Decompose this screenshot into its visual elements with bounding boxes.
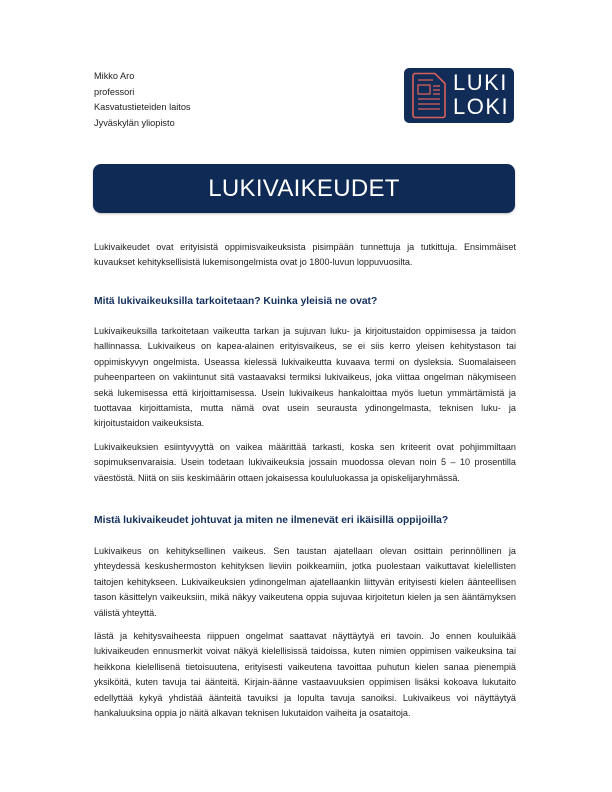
document-icon: [411, 72, 447, 119]
intro-paragraph: Lukivaikeudet ovat erityisistä oppimisvaikeuksista pisimpään tunnettuja ja tutkittuja. Ensimmäiset kuvaukset kehityksellisistä lukemisongelmista ovat jo 1800-luvun loppuvuosilta.: [94, 242, 516, 268]
section-2: [94, 515, 516, 526]
section-paragraph: Lukivaikeus on kehityksellinen vaikeus. Sen taustan ajatellaan olevan osittain perinnöllinen ja yhteydessä keskushermoston kehityksen lieviin poikkeamiin, jotka puolestaan vaikuttavat kielellisten taitojen kehitykseen. Lukivaikeuksien ydinongelman ajatellaankin liittyvän erityisesti kielen äänteellisen tason käsittelyn vaikeuksiin, mikä näkyy vaikeutena oppia sujuvaa kirjoitetun kielen ja sen ääntämyksen välistä yhteyttä.: [94, 546, 516, 618]
section-1: [94, 296, 516, 307]
logo-line-1: LUKI: [453, 70, 508, 95]
section-paragraph: Lukivaikeuksilla tarkoitetaan vaikeutta tarkan ja sujuvan luku- ja kirjoitustaidon oppimisessa ja taidon hallinnassa. Lukivaikeus on kapea-alainen erityisvaikeus, se ei siis kerro yleisen kehitystason tai oppimiskyvyn ongelmista. Useassa kielessä lukivaikeutta kuvaava termi on dysleksia. Suomalaiseen puheenparteen on vakiintunut sitä vastaavaksi termiksi lukivaikeus, joka viittaa ongelman näkymiseen sekä lukemisessa että kirjoittamisessa. Usein lukivaikeus hankaloittaa myös luetun ymmärtämistä ja tuottavaa kirjoittamista, mutta nämä ovat usein seurausta ydinongelmasta, teknisen luku- ja kirjoitustaidon vaikeuksista.: [94, 326, 516, 429]
author-position: professori: [94, 86, 135, 97]
lukiloki-logo: [404, 68, 514, 123]
section-2-body: [94, 544, 516, 721]
logo-line-2: LOKI: [453, 94, 510, 119]
author-name: Mikko Aro: [94, 71, 135, 81]
section-paragraph: Lukivaikeuksien esiintyvyyttä on vaikea määrittää tarkasti, koska sen kriteerit ovat pohjimmiltaan sopimuksenvaraisia. Usein todetaan lukivaikeuksia jossain muodossa olevan noin 5 – 10 prosentilla väestöstä. Niitä on siis keskimäärin ottaen jokaisessa koululuokassa ja opiskelijaryhmässä.: [94, 441, 516, 483]
intro-block: [94, 240, 516, 271]
author-university: Jyväskylän yliopisto: [94, 117, 175, 128]
section-paragraph: Iästä ja kehitysvaiheesta riippuen ongelmat saattavat näyttäytyä eri tavoin. Jo ennen kouluikää lukivaikeuden ennusmerkit voivat näkyä kielellisissä taidoissa, kuten nimien oppimisen vaikeuksina tai heikkona kielellisenä tietoisuutena, erityisesti vaikeutena tavoittaa puhutun kielen sanaa pienempiä yksiköitä, kuten tavuja tai äänteitä. Kirjain-äänne vastaavuuksien oppimisen lisäksi kokoava lukutaito edellyttää kykyä yhdistää äänteitä tavuiksi ja lopulta tavuja sanoiksi. Lukivaikeus voi näyttäytyä hankaluuksina oppia jo näitä alkavan teknisen lukutaidon vaiheita ja osataitoja.: [94, 631, 516, 719]
section-heading: Mistä lukivaikeudet johtuvat ja miten ne ilmenevät eri ikäisillä oppijoilla?: [94, 515, 449, 526]
section-1-body: [94, 324, 516, 486]
title-banner: [93, 164, 515, 213]
page-title: LUKIVAIKEUDET: [208, 174, 400, 202]
author-info: [94, 69, 191, 131]
logo-wordmark: [453, 71, 509, 119]
author-department: Kasvatustieteiden laitos: [94, 102, 191, 113]
section-heading: Mitä lukivaikeuksilla tarkoitetaan? Kuinka yleisiä ne ovat?: [94, 296, 378, 307]
